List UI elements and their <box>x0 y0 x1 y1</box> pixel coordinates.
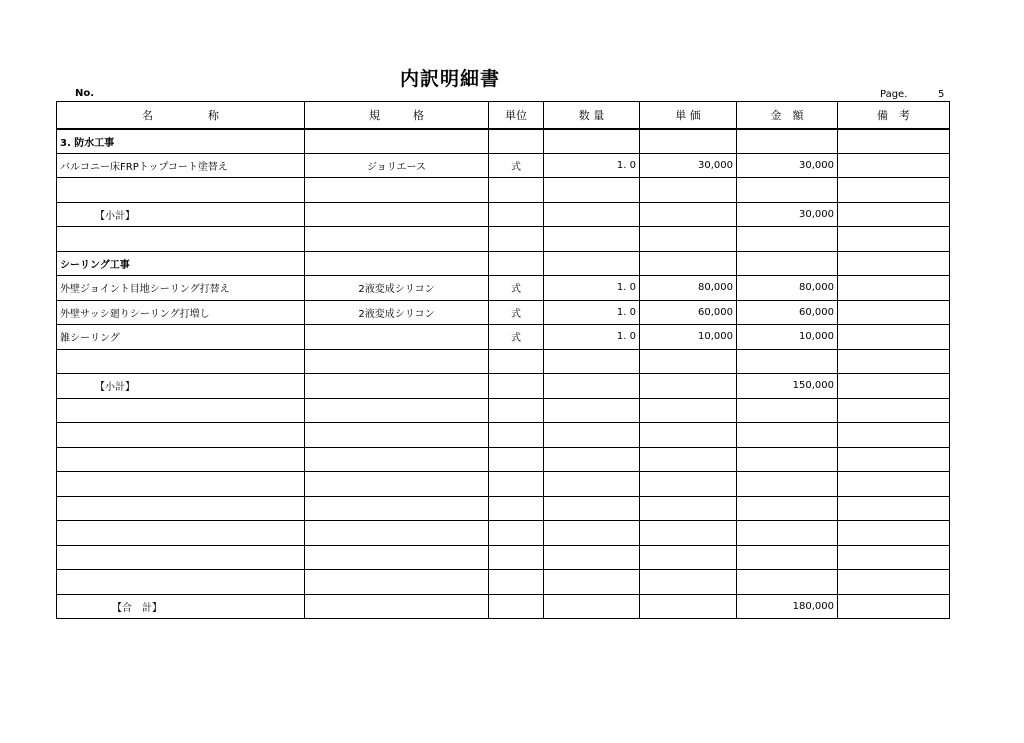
table-row <box>57 153 950 178</box>
cell-qty <box>544 398 640 423</box>
cell-remarks <box>838 423 950 448</box>
cell-qty: 1. 0 <box>544 276 640 301</box>
cell-price: 80,000 <box>640 276 737 301</box>
cell-spec: 2液変成シリコン <box>305 276 489 301</box>
table-row <box>57 398 950 423</box>
cell-qty <box>544 570 640 595</box>
table-row <box>57 570 950 595</box>
cell-unit <box>489 398 544 423</box>
cell-spec <box>305 227 489 252</box>
header-remarks: 備 考 <box>838 102 950 129</box>
cell-amount <box>737 521 838 546</box>
cell-unit <box>489 447 544 472</box>
cell-spec <box>305 251 489 276</box>
cell-amount: 30,000 <box>737 202 838 227</box>
cell-name <box>57 545 305 570</box>
cell-amount <box>737 349 838 374</box>
cell-qty <box>544 472 640 497</box>
table-row <box>57 202 950 227</box>
header-unit: 単位 <box>489 102 544 129</box>
cell-remarks <box>838 153 950 178</box>
cell-amount <box>737 398 838 423</box>
cell-name <box>57 398 305 423</box>
cell-price <box>640 447 737 472</box>
table-row <box>57 276 950 301</box>
cell-qty <box>544 594 640 619</box>
cell-remarks <box>838 570 950 595</box>
cell-amount: 30,000 <box>737 153 838 178</box>
cell-price <box>640 496 737 521</box>
table-row <box>57 325 950 350</box>
cell-amount <box>737 251 838 276</box>
cell-spec <box>305 129 489 154</box>
cell-price <box>640 594 737 619</box>
cell-amount <box>737 129 838 154</box>
cell-spec: 2液変成シリコン <box>305 300 489 325</box>
cell-unit <box>489 178 544 203</box>
cell-price: 60,000 <box>640 300 737 325</box>
cell-amount: 80,000 <box>737 276 838 301</box>
cell-price <box>640 423 737 448</box>
cell-name <box>57 423 305 448</box>
header-quantity: 数 量 <box>544 102 640 129</box>
cell-name: 3. 防水工事 <box>57 129 305 154</box>
cell-amount <box>737 423 838 448</box>
table-body <box>57 129 950 619</box>
cell-unit: 式 <box>489 325 544 350</box>
cell-unit <box>489 521 544 546</box>
cell-remarks <box>838 521 950 546</box>
cell-remarks <box>838 227 950 252</box>
cell-unit: 式 <box>489 153 544 178</box>
cell-name <box>57 472 305 497</box>
cell-amount: 10,000 <box>737 325 838 350</box>
cell-spec <box>305 178 489 203</box>
cell-unit <box>489 472 544 497</box>
cell-spec <box>305 594 489 619</box>
page-label: Page. <box>880 89 908 100</box>
header-name: 名 称 <box>57 102 305 129</box>
cell-qty <box>544 227 640 252</box>
cell-spec <box>305 349 489 374</box>
cell-unit <box>489 545 544 570</box>
cell-price <box>640 129 737 154</box>
table-row <box>57 423 950 448</box>
cell-amount: 180,000 <box>737 594 838 619</box>
number-label: No. <box>75 88 95 99</box>
cell-amount <box>737 545 838 570</box>
header-unit-price: 単 価 <box>640 102 737 129</box>
table-row <box>57 227 950 252</box>
cell-name: シーリング工事 <box>57 251 305 276</box>
table-row <box>57 251 950 276</box>
header-spec: 規 格 <box>305 102 489 129</box>
table-row <box>57 594 950 619</box>
cell-name <box>57 496 305 521</box>
cell-price <box>640 349 737 374</box>
table-row <box>57 300 950 325</box>
cell-qty <box>544 423 640 448</box>
cell-spec <box>305 570 489 595</box>
cell-qty <box>544 129 640 154</box>
cell-spec <box>305 202 489 227</box>
cell-remarks <box>838 202 950 227</box>
cell-unit: 式 <box>489 276 544 301</box>
cell-unit <box>489 374 544 399</box>
table-header-row <box>57 102 950 129</box>
page-number: 5 <box>938 89 945 100</box>
cell-price <box>640 251 737 276</box>
cell-remarks <box>838 251 950 276</box>
cell-unit <box>489 496 544 521</box>
table-row <box>57 545 950 570</box>
cell-unit <box>489 570 544 595</box>
cell-name: 外壁サッシ廻りシーリング打増し <box>57 300 305 325</box>
cell-spec <box>305 545 489 570</box>
cell-name <box>57 570 305 595</box>
cell-amount <box>737 472 838 497</box>
cell-amount <box>737 496 838 521</box>
cell-unit <box>489 349 544 374</box>
table-row <box>57 349 950 374</box>
cell-price <box>640 570 737 595</box>
cell-qty: 1. 0 <box>544 153 640 178</box>
cell-name: 【小計】 <box>57 202 305 227</box>
cell-qty <box>544 496 640 521</box>
cell-spec <box>305 374 489 399</box>
cell-spec <box>305 496 489 521</box>
cell-price <box>640 178 737 203</box>
cell-name <box>57 349 305 374</box>
cell-name <box>57 227 305 252</box>
breakdown-table <box>56 101 950 619</box>
cell-name: 【合 計】 <box>57 594 305 619</box>
cell-qty <box>544 202 640 227</box>
cell-remarks <box>838 349 950 374</box>
cell-qty: 1. 0 <box>544 325 640 350</box>
cell-qty <box>544 349 640 374</box>
cell-qty <box>544 447 640 472</box>
cell-spec <box>305 325 489 350</box>
cell-price <box>640 202 737 227</box>
cell-price <box>640 374 737 399</box>
cell-amount: 60,000 <box>737 300 838 325</box>
cell-spec <box>305 447 489 472</box>
cell-unit <box>489 202 544 227</box>
cell-remarks <box>838 300 950 325</box>
cell-remarks <box>838 276 950 301</box>
cell-price <box>640 227 737 252</box>
document-title: 内訳明細書 <box>399 68 500 90</box>
cell-unit: 式 <box>489 300 544 325</box>
cell-remarks <box>838 129 950 154</box>
cell-name: 【小計】 <box>57 374 305 399</box>
cell-price <box>640 472 737 497</box>
cell-unit <box>489 227 544 252</box>
table-row <box>57 374 950 399</box>
table-row <box>57 178 950 203</box>
cell-amount <box>737 178 838 203</box>
cell-price <box>640 398 737 423</box>
cell-amount <box>737 227 838 252</box>
table-row <box>57 521 950 546</box>
cell-amount <box>737 570 838 595</box>
cell-remarks <box>838 496 950 521</box>
cell-spec <box>305 521 489 546</box>
cell-spec <box>305 472 489 497</box>
cell-price: 10,000 <box>640 325 737 350</box>
cell-qty <box>544 178 640 203</box>
cell-remarks <box>838 545 950 570</box>
cell-spec: ジョリエース <box>305 153 489 178</box>
cell-amount: 150,000 <box>737 374 838 399</box>
cell-name: 雑シーリング <box>57 325 305 350</box>
cell-name <box>57 447 305 472</box>
cell-remarks <box>838 472 950 497</box>
cell-name: バルコニー床FRPトップコート塗替え <box>57 153 305 178</box>
cell-price <box>640 521 737 546</box>
cell-qty: 1. 0 <box>544 300 640 325</box>
cell-spec <box>305 398 489 423</box>
cell-unit <box>489 594 544 619</box>
table-row <box>57 472 950 497</box>
cell-spec <box>305 423 489 448</box>
cell-remarks <box>838 447 950 472</box>
cell-qty <box>544 374 640 399</box>
cell-remarks <box>838 398 950 423</box>
table-row <box>57 129 950 154</box>
cell-name: 外壁ジョイント目地シーリング打替え <box>57 276 305 301</box>
cell-qty <box>544 521 640 546</box>
cell-unit <box>489 423 544 448</box>
cell-price <box>640 545 737 570</box>
cell-qty <box>544 545 640 570</box>
cell-unit <box>489 129 544 154</box>
table-row <box>57 447 950 472</box>
cell-remarks <box>838 374 950 399</box>
header-amount: 金 額 <box>737 102 838 129</box>
cell-remarks <box>838 594 950 619</box>
table-row <box>57 496 950 521</box>
cell-name <box>57 178 305 203</box>
cell-remarks <box>838 325 950 350</box>
cell-unit <box>489 251 544 276</box>
cell-amount <box>737 447 838 472</box>
cell-qty <box>544 251 640 276</box>
cell-name <box>57 521 305 546</box>
cell-price: 30,000 <box>640 153 737 178</box>
cell-remarks <box>838 178 950 203</box>
